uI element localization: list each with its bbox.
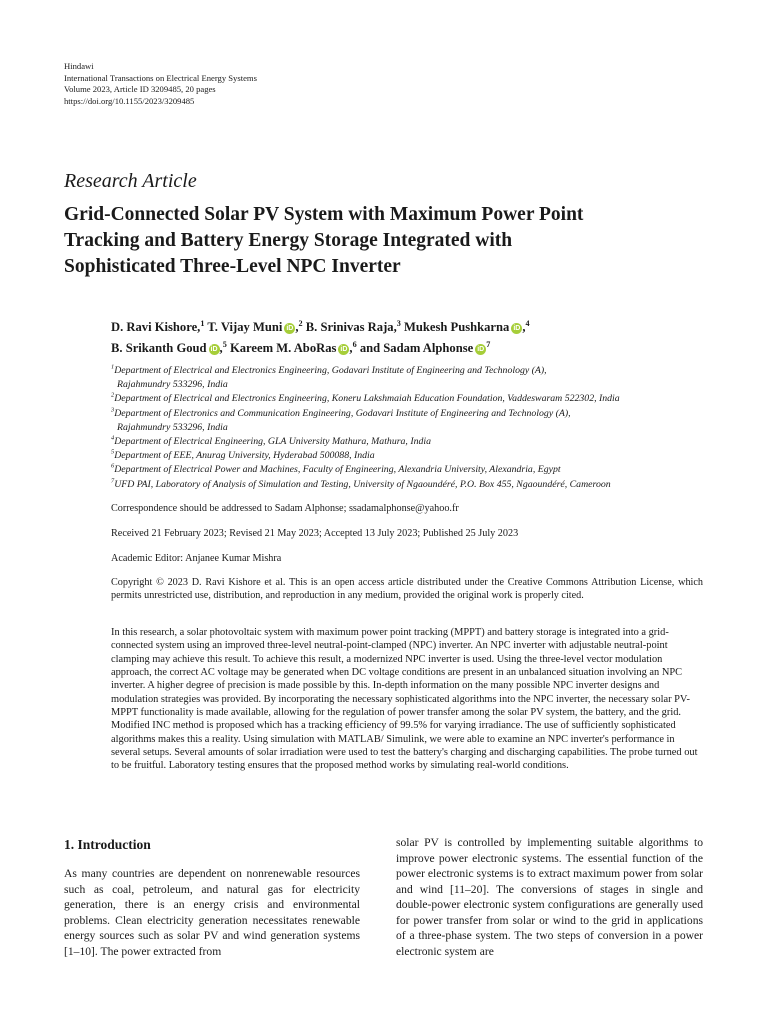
correspondence: Correspondence should be addressed to Sadam Alphonse; ssadamalphonse@yahoo.fr (111, 503, 459, 514)
affiliation-marker: 4 (525, 318, 530, 328)
title-line: Sophisticated Three-Level NPC Inverter (64, 256, 401, 277)
affiliation-marker: 1 (200, 318, 205, 328)
affiliation-number: 4 (111, 434, 115, 442)
journal-name: International Transactions on Electrical Energy Systems (64, 72, 257, 83)
affiliation-line: $^5$Department of EEE, Anurag University, Hyderabad 500088, India (111, 448, 375, 462)
academic-editor: Academic Editor: Anjanee Kumar Mishra (111, 553, 282, 564)
affiliation-number: 1 (111, 363, 115, 371)
affiliation-line: $^4$Department of Electrical Engineering, GLA University Mathura, Mathura, India (111, 434, 432, 448)
publication-dates: Received 21 February 2023; Revised 21 May 2023; Accepted 13 July 2023; Published 25 July 2023 (111, 528, 519, 539)
orcid-icon[interactable]: iD (340, 346, 348, 353)
affiliation-marker: 3 (396, 318, 401, 328)
affiliation-number: 5 (111, 448, 115, 456)
affiliation-number: 2 (111, 392, 115, 400)
title-line: Tracking and Battery Energy Storage Integrated with (64, 230, 513, 251)
affiliation-line: $^6$Department of Electrical Power and Machines, Faculty of Engineering, Alexandria University, Alexandria, Egypt (111, 463, 561, 476)
author-name: Mukesh Pushkarna (403, 320, 510, 334)
journal-header (64, 61, 257, 107)
orcid-icon[interactable]: iD (210, 346, 218, 353)
author-name: Kareem M. AboRas (229, 341, 337, 355)
author-name: T. Vijay Muni (207, 320, 283, 334)
affiliation-line: $^1$Department of Electrical and Electronics Engineering, Godavari Institute of Engineering and Technology (A), (111, 363, 547, 376)
affiliation-line: Rajahmundry 533296, India (117, 421, 228, 433)
author-name: B. Srinivas Raja, (305, 320, 397, 334)
author-list: D. Ravi Kishore,$^1$ T. Vijay Muni iD ,$^2$ B. Srinivas Raja,$^3$ Mukesh Pushkarna iD ,$^4$ B. Srikanth Goud iD ,$^5$ Kareem M. AboRas iD ,$^6$ and Sadam Alphonse $iD^7$ (111, 318, 530, 355)
publisher-name: Hindawi (64, 61, 94, 71)
article-type: Research Article (64, 170, 197, 192)
author-name: and Sadam Alphonse (359, 341, 474, 355)
affiliation-number: 7 (111, 477, 115, 485)
intro-left-column: As many countries are dependent on nonrenewable resources such as coal, petroleum, and natural gas for electricity generation, there is an energy crisis and environmental problems. Clean electricity generation necessitates renewable energy sources such as solar PV and wind generation systems [1–10]. The power extracted from (64, 867, 360, 958)
affiliation-line: Rajahmundry 533296, India (117, 379, 228, 391)
orcid-icon[interactable]: iD (477, 346, 485, 353)
abstract: In this research, a solar photovoltaic system with maximum power point tracking (MPPT) and battery storage is integrated into a grid-connected system using an improved three-level neutral-point-clamped (NPC) inverter. An NPC inverter with adjustable neutral-point clamping may achieve this result. To achieve this result, a modernized NPC inverter is used. Using the three-level vector modulation approach, the correct AC voltage may be generated when DC voltage conditions are present in an unbalanced situation involving an NPC inverter. A higher degree of precision is made possible by this. In-depth information on the many possible NPC inverter designs and modulation strategies was provided. By incorporating the necessary sophisticated algorithms into the NPC inverter, the necessary solar PV-MPPT functionality is made available, allowing for the regulation of power transfer among the solar PV system, the battery, and the grid. Modified INC method is proposed which has a tracking efficiency of 99.5% for varying irradiance. The use of sufficiently sophisticated algorithms makes this a reality. Using simulation with MATLAB/ Simulink, we were able to examine an NPC inverter's performance in several setups. Several amounts of solar irradiation were used to test the battery's charging and discharging capabilities. The probe turned out to be fruitful. Laboratory testing ensures that the proposed method works by simulating real-world conditions. (111, 627, 698, 772)
orcid-icon[interactable]: iD (286, 325, 294, 332)
affiliation-line: $^3$Department of Electronics and Communication Engineering, Godavari Institute of Engineering and Technology (A), (111, 406, 571, 419)
affiliations (111, 364, 711, 492)
affiliation-line: $^7$UFD PAI, Laboratory of Analysis of Simulation and Testing, University of Ngaoundéré, P.O. Box 455, Ngaoundéré, Cameroon (111, 477, 611, 490)
author-name: D. Ravi Kishore, (111, 320, 201, 334)
paper-title (64, 202, 714, 280)
affiliation-marker: 5 (222, 339, 227, 349)
volume-info: Volume 2023, Article ID 3209485, 20 pages (64, 84, 216, 94)
copyright-notice: Copyright © 2023 D. Ravi Kishore et al. This is an open access article distributed under the Creative Commons Attribution License, which permits unrestricted use, distribution, and reproduction in any medium, provided the original work is properly cited. (111, 577, 703, 602)
orcid-icon[interactable]: iD (513, 325, 521, 332)
title-line: Grid-Connected Solar PV System with Maximum Power Point (64, 204, 584, 225)
doi-link[interactable]: https://doi.org/10.1155/2023/3209485 (64, 95, 195, 106)
affiliation-marker: 6 (352, 339, 357, 349)
intro-right-column: solar PV is controlled by implementing suitable algorithms to improve power electronic systems. The essential function of the power electronic systems is to extract maximum power from solar and wind [11–20]. The conversions of stages in single and double-power electronic system configurations are generally used for power transfer from solar or wind to the grid in applications of a three-phase system. The two steps of conversion in a power electronic system are (396, 836, 703, 958)
affiliation-marker: 2 (298, 318, 303, 328)
affiliation-number: 3 (111, 406, 115, 414)
section-heading: 1. Introduction (64, 837, 151, 852)
author-name: B. Srikanth Goud (111, 341, 207, 355)
affiliation-number: 6 (111, 463, 115, 471)
affiliation-line: $^2$Department of Electrical and Electronics Engineering, Koneru Lakshmaiah Education Foundation, Vaddeswaram 522302, India (111, 392, 620, 405)
affiliation-marker: 7 (486, 339, 491, 349)
